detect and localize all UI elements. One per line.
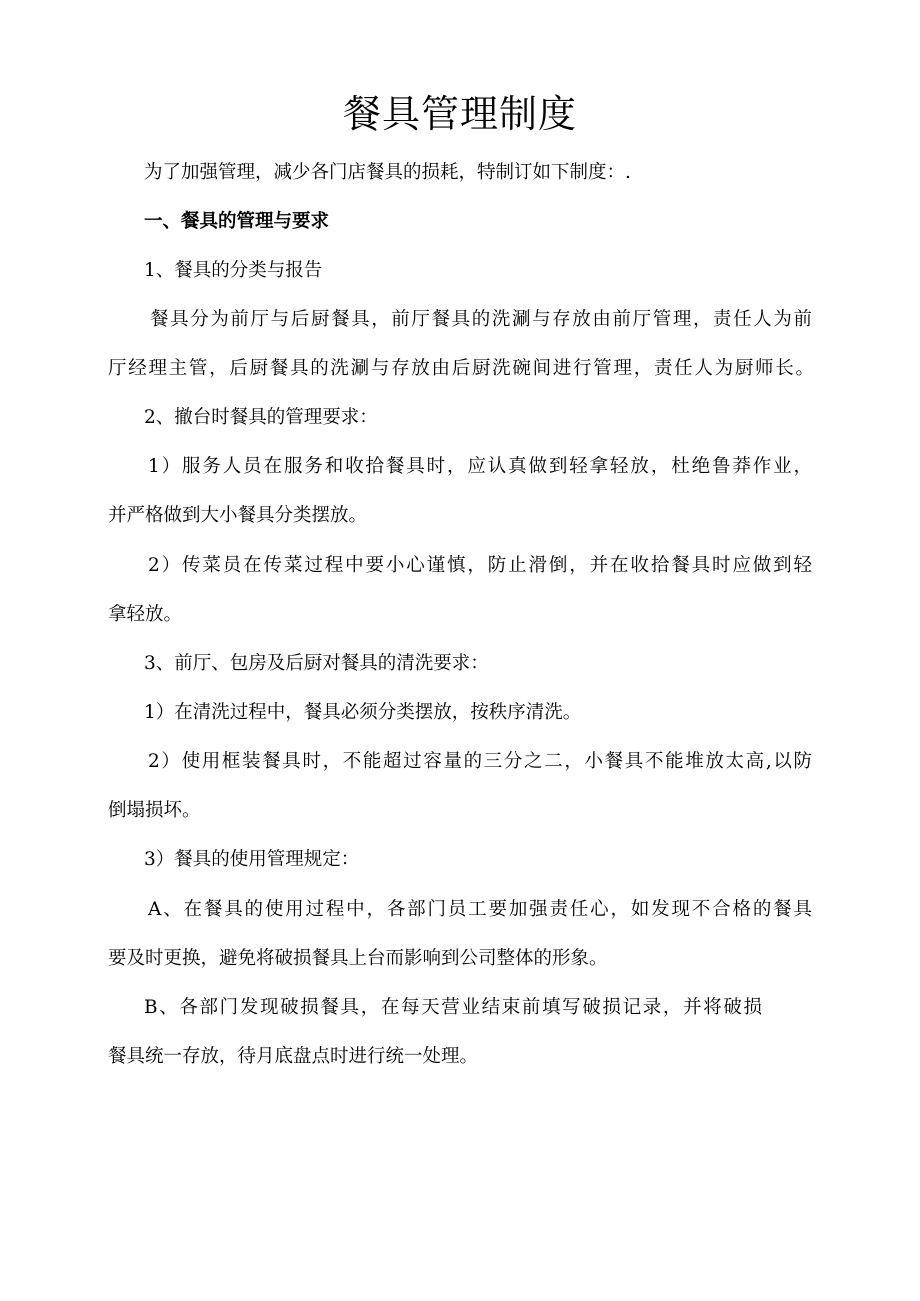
item3-heading: 3、前厅、包房及后厨对餐具的清洗要求： — [144, 653, 489, 674]
document-title: 餐具管理制度 — [342, 92, 577, 136]
item2-sub2-line1: 2）传菜员在传菜过程中要小心谨慎，防止滑倒，并在收拾餐具时应做到轻 — [148, 555, 812, 576]
intro-text: 为了加强管理，减少各门店餐具的损耗，特制订如下制度：. — [144, 162, 631, 183]
item1-text-line2: 厅经理主管，后厨餐具的洗涮与存放由后厨洗碗间进行管理，责任人为厨师长。 — [108, 358, 814, 379]
section1-heading: 一、餐具的管理与要求 — [144, 211, 330, 232]
item3-sub1: 1）在清洗过程中，餐具必须分类摆放，按秩序清洗。 — [144, 702, 582, 723]
item3-sub2-line1: 2）使用框装餐具时，不能超过容量的三分之二，小餐具不能堆放太高,以防 — [148, 751, 812, 772]
item-b-line2: 餐具统一存放，待月底盘点时进行统一处理。 — [108, 1046, 479, 1067]
item-a-line2: 要及时更换，避免将破损餐具上台而影响到公司整体的形象。 — [108, 948, 608, 969]
item2-sub2-line2: 拿轻放。 — [108, 604, 183, 625]
item-a-line1: A、在餐具的使用过程中，各部门员工要加强责任心，如发现不合格的餐具 — [148, 899, 812, 920]
item1-heading: 1、餐具的分类与报告 — [144, 260, 323, 281]
item2-sub1-line2: 并严格做到大小餐具分类摆放。 — [108, 505, 368, 526]
item3-sub3: 3）餐具的使用管理规定： — [144, 849, 360, 870]
item3-sub2-line2: 倒塌损坏。 — [108, 800, 201, 821]
item-b-line1: B、各部门发现破损餐具，在每天营业结束前填写破损记录，并将破损 — [144, 997, 762, 1018]
item1-text-line1: 餐具分为前厅与后厨餐具，前厅餐具的洗涮与存放由前厅管理，责任人为前 — [150, 309, 812, 330]
item2-sub1-line1: 1）服务人员在服务和收拾餐具时，应认真做到轻拿轻放，杜绝鲁莽作业， — [148, 456, 812, 477]
item2-heading: 2、撤台时餐具的管理要求： — [144, 407, 378, 428]
